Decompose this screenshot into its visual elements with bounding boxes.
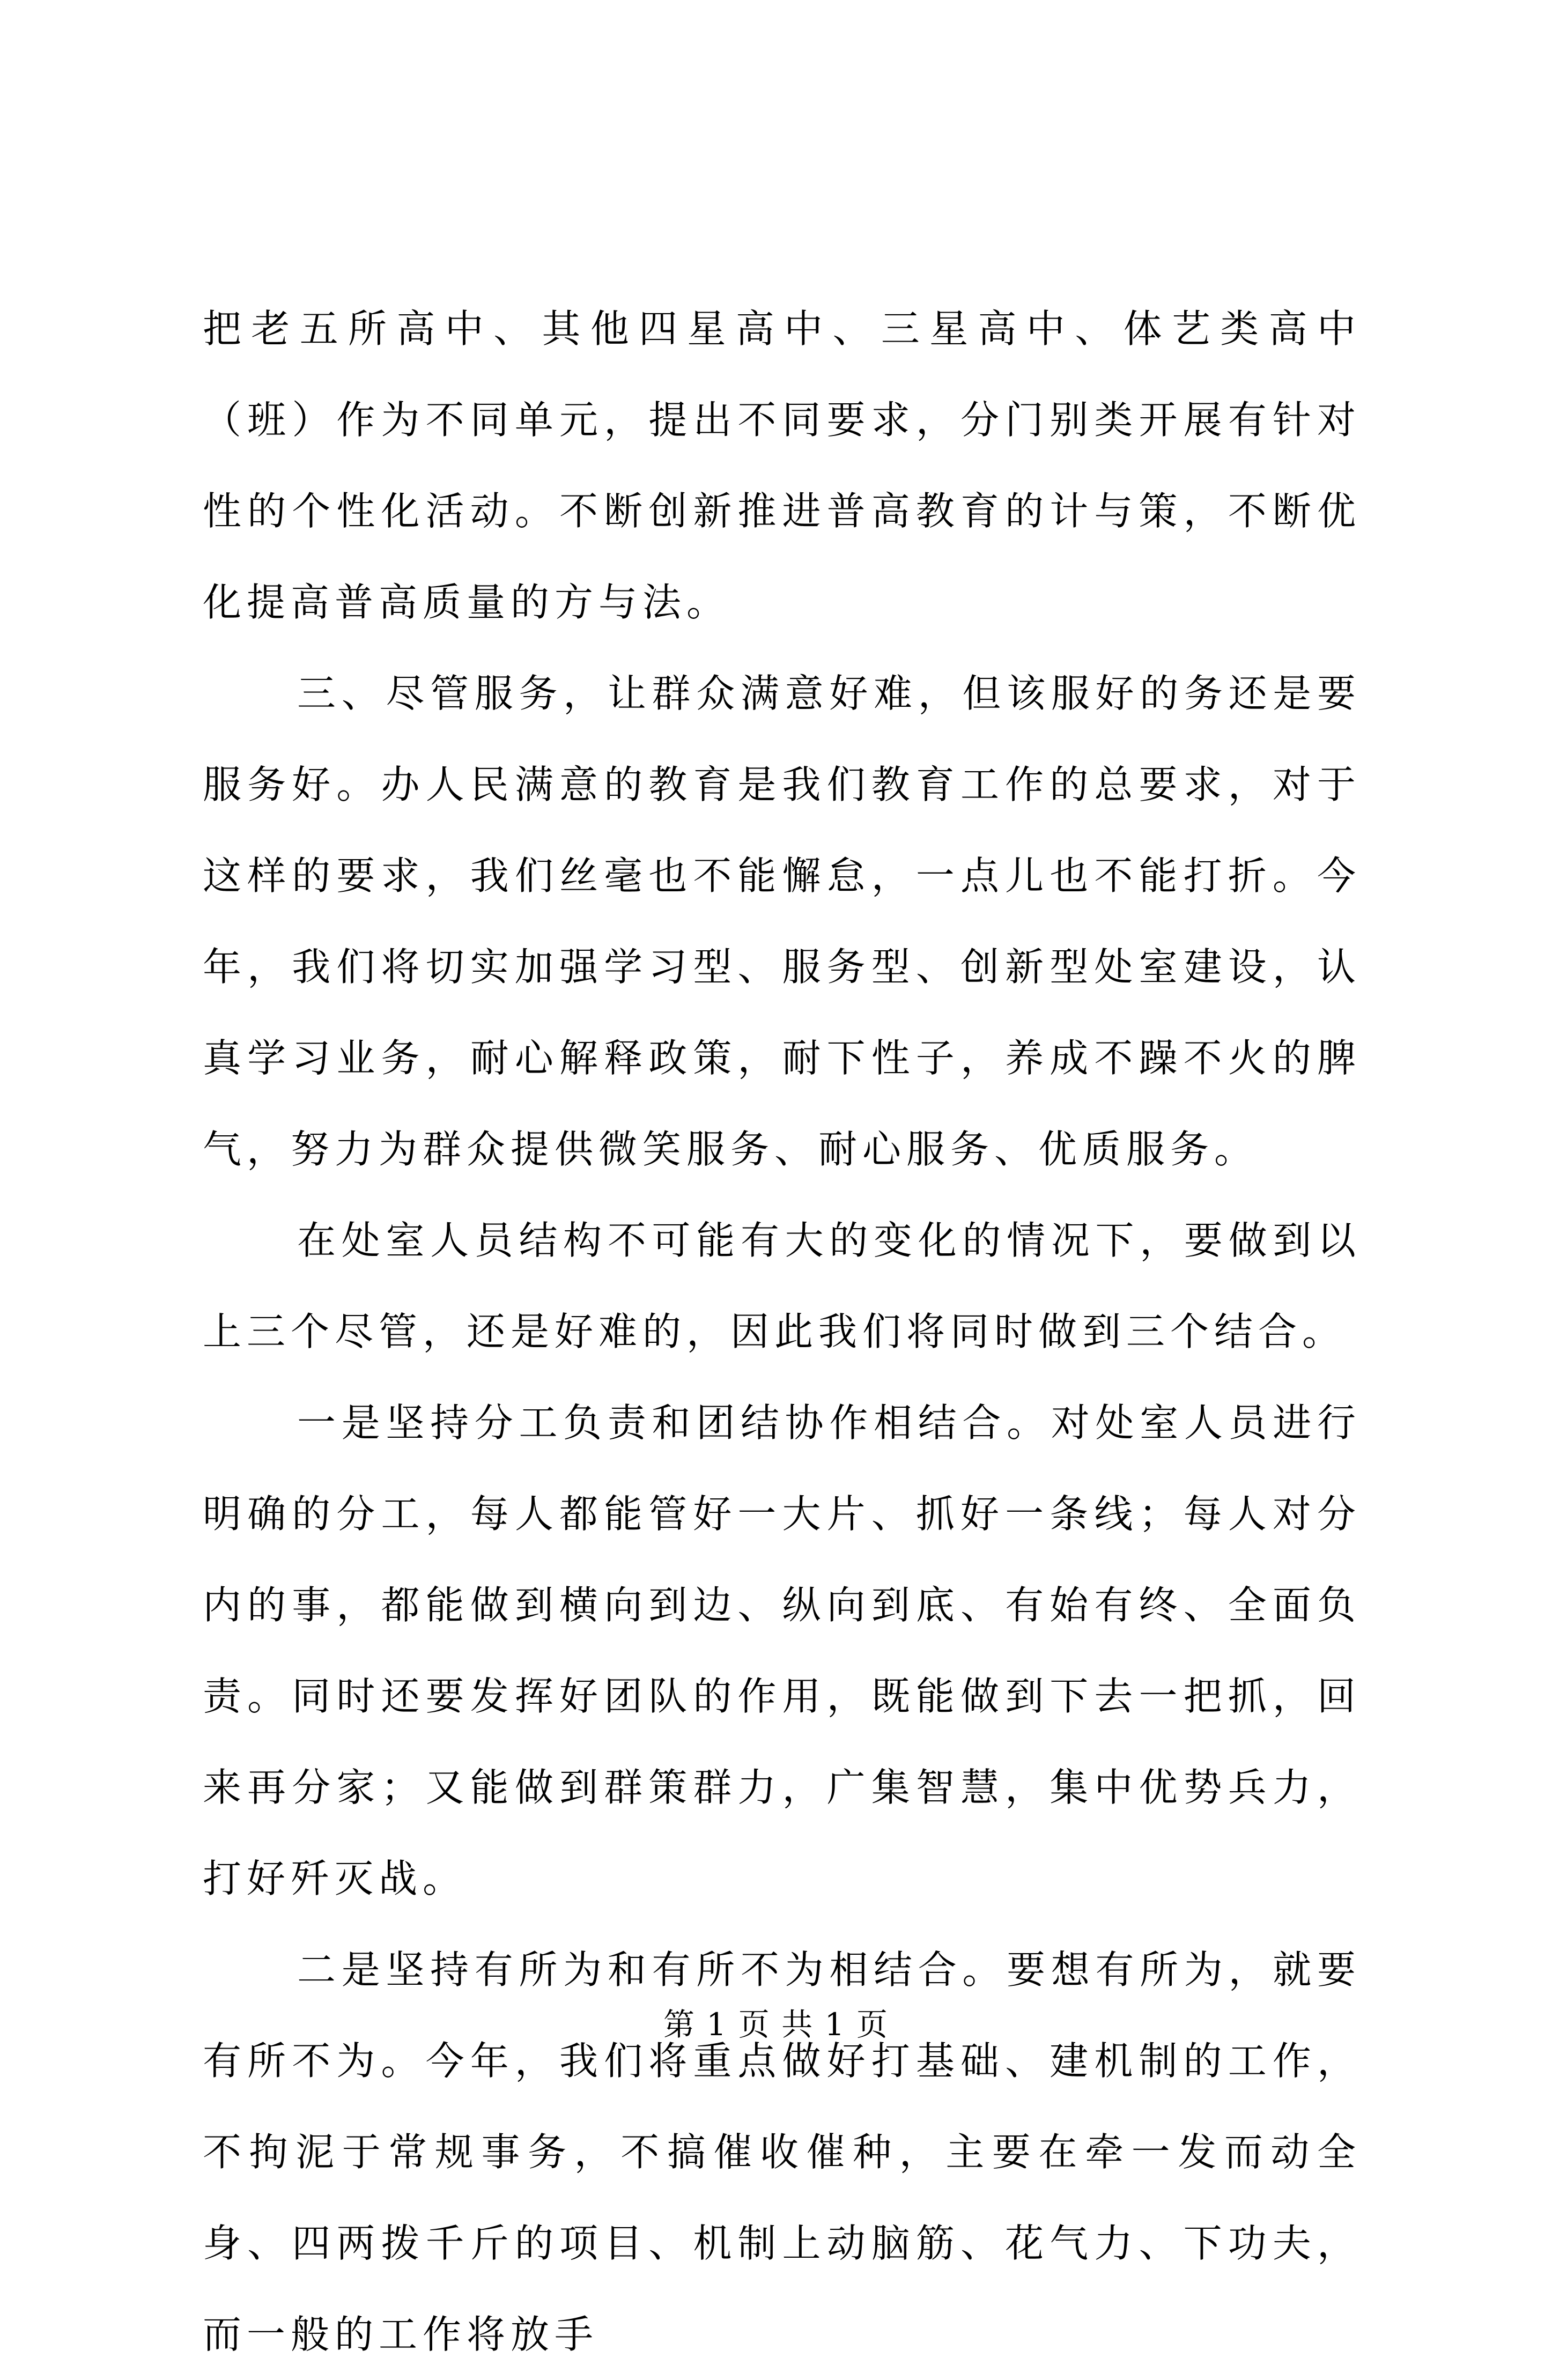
document-body [203, 283, 1361, 2380]
page-footer: 第 1 页 共 1 页 [663, 2006, 889, 2043]
paragraph-2: 三、尽管服务，让群众满意好难，但该服好的务还是要服务好。办人民满意的教育是我们教育工作的总要求，对于这样的要求，我们丝毫也不能懈怠，一点儿也不能打折。今年，我们将切实加强学习型、服务型、创新型处室建设，认真学习业务，耐心解释政策，耐下性子，养成不躁不火的脾气，努力为群众提供微笑服务、耐心服务、优质服务。 [203, 671, 1361, 1172]
paragraph-3: 在处室人员结构不可能有大的变化的情况下，要做到以上三个尽管，还是好难的，因此我们将同时做到三个结合。 [203, 1218, 1361, 1354]
paragraph-1: 把老五所高中、其他四星高中、三星高中、体艺类高中（班）作为不同单元，提出不同要求，分门别类开展有针对性的个性化活动。不断创新推进普高教育的计与策，不断优化提高普高质量的方与法。 [203, 306, 1361, 625]
paragraph-5: 二是坚持有所为和有所不为相结合。要想有所为，就要有所不为。今年，我们将重点做好打基础、建机制的工作，不拘泥于常规事务，不搞催收催种，主要在牵一发而动全身、四两拨千斤的项目、机制上动脑筋、花气力、下功夫，而一般的工作将放手 [203, 1947, 1361, 2357]
paragraph-4: 一是坚持分工负责和团结协作相结合。对处室人员进行明确的分工，每人都能管好一大片、抓好一条线；每人对分内的事，都能做到横向到边、纵向到底、有始有终、全面负责。同时还要发挥好团队的作用，既能做到下去一把抓，回来再分家；又能做到群策群力，广集智慧，集中优势兵力，打好歼灭战。 [203, 1400, 1361, 1901]
